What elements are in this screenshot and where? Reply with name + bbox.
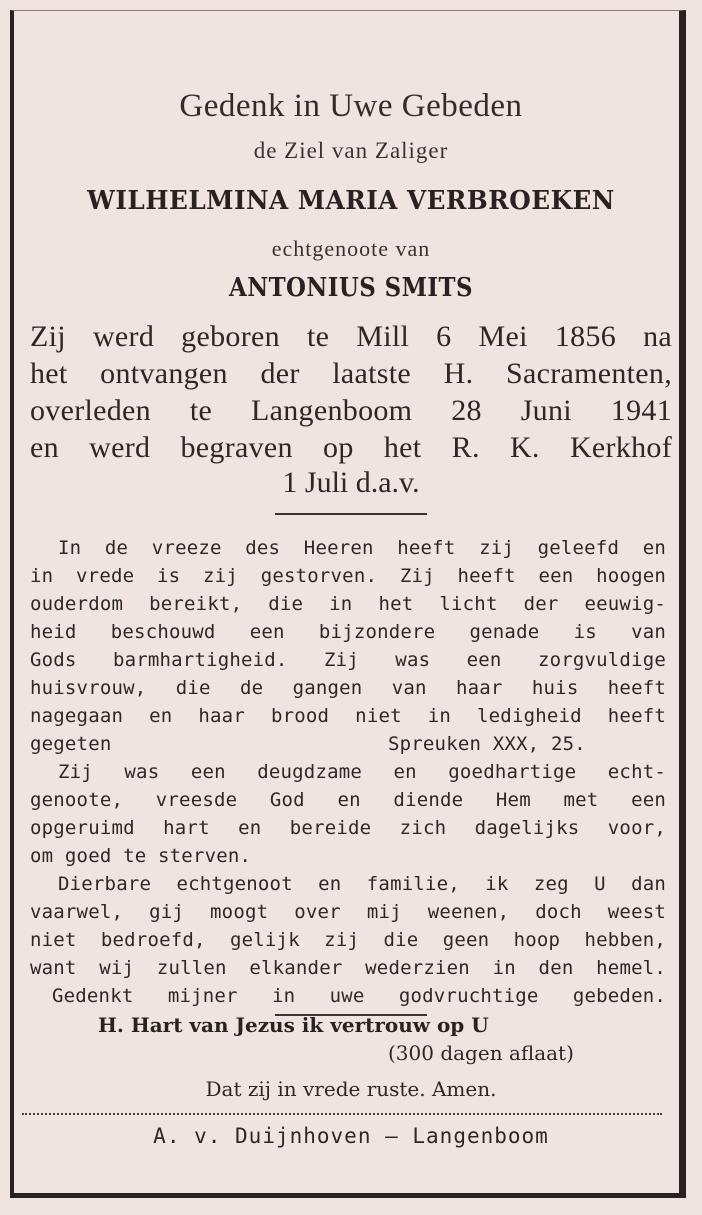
text-line: Gedenkt mijner in uwe godvruchtige gebeden. — [52, 985, 666, 1007]
text-line: in vrede is zij gestorven. Zij heeft een hoogen — [30, 565, 666, 587]
text-line: huisvrouw, die de gangen van haar huis heeft — [30, 677, 666, 699]
text-line: opgeruimd hart en bereide zich dagelijks voor, — [30, 817, 666, 839]
dotted-rule — [22, 1113, 662, 1115]
text-line: niet bedroefd, gelijk zij die geen hoop hebben, — [30, 929, 666, 951]
text-line: nagegaan en haar brood niet in ledigheid heeft — [30, 705, 666, 727]
bio-line: het ontvangen der laatste H. Sacramenten, — [30, 357, 672, 390]
bio-line: overleden te Langenboom 28 Juni 1941 — [30, 394, 672, 427]
divider — [275, 513, 427, 515]
bio-burial-date: 1 Juli d.a.v. — [282, 466, 420, 499]
prayer-line: H. Hart van Jezus ik vertrouw op U — [98, 1013, 489, 1037]
indulgence-note: (300 dagen aflaat) — [388, 1041, 574, 1065]
bio-line: en werd begraven op het R. K. Kerkhof — [30, 431, 672, 464]
printer-credit: A. v. Duijnhoven — Langenboom — [153, 1124, 549, 1148]
text-line: genoote, vreesde God en diende Hem met een — [30, 789, 666, 811]
heading-soul: de Ziel van Zaliger — [253, 138, 449, 163]
text-line: want wij zullen elkander wederzien in den hemel. — [30, 957, 666, 979]
text-line: vaarwel, gij moogt over mij weenen, doch weest — [30, 901, 666, 923]
bio-line: Zij werd geboren te Mill 6 Mei 1856 na — [30, 320, 672, 353]
deceased-name: WILHELMINA MARIA VERBROEKEN — [87, 186, 615, 216]
relation-text: echtgenoote van — [271, 236, 431, 261]
husband-name: ANTONIUS SMITS — [229, 273, 473, 303]
text-line: gegeten — [30, 733, 112, 755]
text-line: Dierbare echtgenoot en familie, ik zeg U dan — [58, 873, 666, 895]
heading-remember: Gedenk in Uwe Gebeden — [179, 88, 523, 124]
rest-in-peace: Dat zij in vrede ruste. Amen. — [205, 1077, 497, 1101]
text-line: Gods barmhartigheid. Zij was een zorgvuldige — [30, 649, 666, 671]
scripture-citation: Spreuken XXX, 25. — [388, 733, 586, 755]
text-line: In de vreeze des Heeren heeft zij geleefd en — [58, 537, 666, 559]
text-line: om goed te sterven. — [30, 845, 252, 867]
text-line: Zij was een deugdzame en goedhartige echt- — [58, 761, 666, 783]
text-line: ouderdom bereikt, die in het licht der eeuwig- — [30, 593, 666, 615]
text-line: heid beschouwd een bijzondere genade is van — [30, 621, 666, 643]
